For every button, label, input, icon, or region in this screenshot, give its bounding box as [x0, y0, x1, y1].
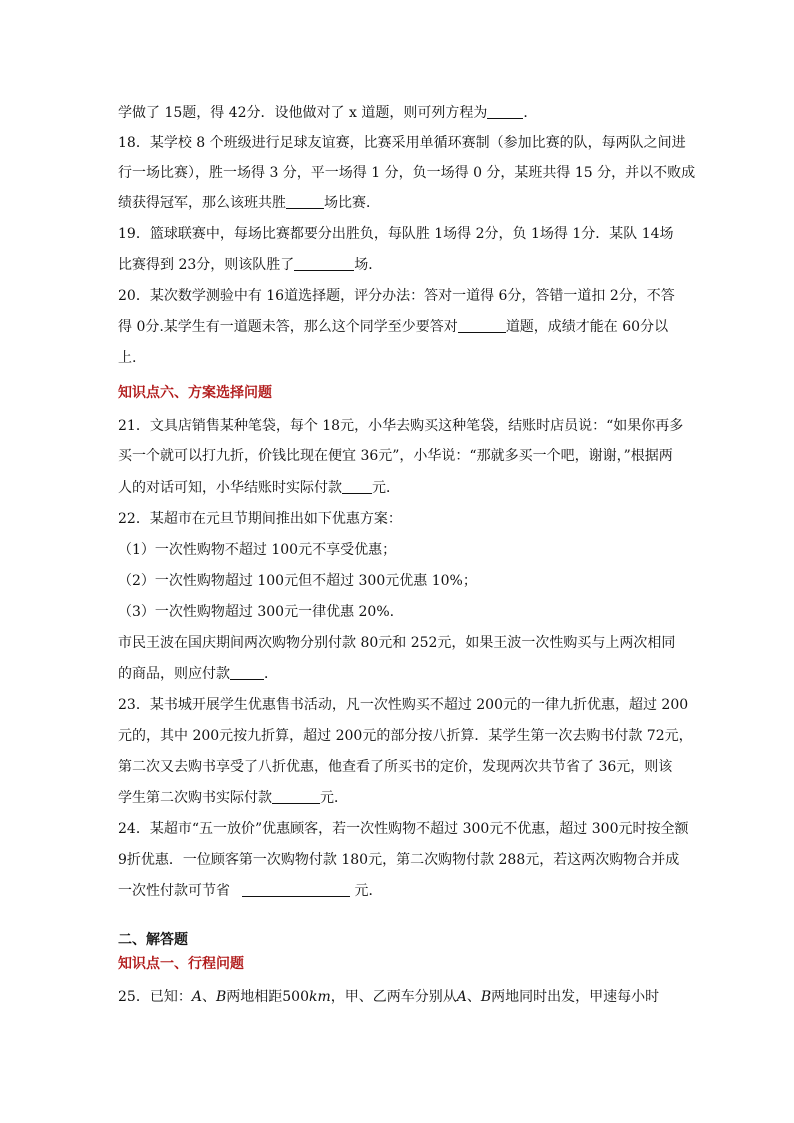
text: 比赛得到 23分，则该队胜了 [118, 257, 295, 273]
text: 学做了 15题，得 42分．设他做对了 x 道题，则可列方程为 [118, 105, 488, 121]
text: 学生第二次购书实际付款 [118, 790, 272, 806]
text: 、 [466, 989, 481, 1005]
text: 道题，成绩才能在 60分以 [505, 319, 669, 335]
text: A [456, 989, 467, 1005]
text-line-q24-3 [118, 881, 382, 901]
text: 、 [201, 989, 216, 1005]
text-line-q23-1: 23．某书城开展学生优惠售书活动，凡一次性购买不超过 200元的一律九折优惠，超过 200 [118, 697, 689, 713]
section-heading-solutions: 二、解答题 [118, 932, 188, 948]
text-line-q19-2 [118, 255, 382, 275]
answer-blank [487, 104, 523, 119]
answer-blank [294, 256, 354, 271]
text: 绩获得冠军，那么该班共胜 [118, 195, 286, 211]
text-line-q22-1: 22．某超市在元旦节期间推出如下优惠方案： [118, 511, 402, 527]
answer-blank [242, 882, 350, 897]
text-line-q24-1: 24．某超市“五一放价”优惠顾客，若一次性购物不超过 300元不优惠，超过 300元时按全额 [118, 821, 689, 837]
text-line-q22-opt1: （1）一次性购物不超过 100元不享受优惠； [118, 542, 397, 558]
text-line-q21-1: 21．文具店销售某种笔袋，每个 18元，小华去购买这种笔袋，结账时店员说：“如果你再多 [118, 418, 684, 434]
text: 25．已知： [118, 989, 192, 1005]
answer-blank [342, 479, 372, 494]
text: 一次性付款可节省 [118, 883, 230, 899]
text: 场． [354, 257, 383, 273]
text-line-q18-3 [118, 193, 380, 213]
text-line-q18-2: 行一场比赛），胜一场得 3 分，平一场得 1 分，负一场得 0 分，某班共得 15 分，并以不败成 [118, 165, 696, 181]
section-heading-knowledge-1: 知识点一、行程问题 [118, 956, 244, 972]
text-line-q24-2: 9折优惠．一位顾客第一次购物付款 180元，第二次购物付款 288元，若这两次购物合并成 [118, 852, 680, 868]
text: B [215, 989, 227, 1005]
text: B [480, 989, 492, 1005]
text: 得 0分.某学生有一道题未答，那么这个同学至少要答对 [118, 319, 458, 335]
text-line-q19-1: 19．篮球联赛中，每场比赛都要分出胜负，每队胜 1场得 2分，负 1场得 1分．某队 14场 [118, 226, 674, 242]
text-line-q22-opt3: （3）一次性购物超过 300元一律优惠 20%. [118, 604, 395, 620]
text-line-q22-2: 市民王波在国庆期间两次购物分别付款 80元和 252元，如果王波一次性购买与上两次相同 [118, 635, 676, 651]
text-line-q23-3: 第二次又去购书享受了八折优惠，他查看了所买书的定价，发现两次共节省了 36元，则该 [118, 759, 673, 775]
answer-blank [286, 194, 324, 209]
text-line-q21-2: 买一个就可以打九折，价钱比现在便宜 36元”，小华说：“那就多买一个吧，谢谢，”根据两 [118, 448, 673, 464]
answer-blank [272, 789, 320, 804]
text-line-q23-2: 元的，其中 200元按九折算，超过 200元的部分按八折算．某学生第一次去购书付款 72元， [118, 728, 693, 744]
text: 两地同时出发，甲速每小时 [491, 989, 660, 1005]
text-line-q20-2 [118, 317, 668, 337]
text: 两地相距 [226, 989, 283, 1005]
text: ． [523, 105, 538, 121]
text: 的商品，则应付款 [118, 666, 230, 682]
text: km [308, 989, 331, 1005]
text-line-q21-3 [118, 478, 400, 498]
text-line-q17-end [118, 103, 537, 123]
text-line-q22-opt2: （2）一次性购物超过 100元但不超过 300元优惠 10%； [118, 573, 477, 589]
answer-blank [458, 318, 506, 333]
text: 元． [320, 790, 348, 806]
text: 人的对话可知，小华结账时实际付款 [118, 480, 342, 496]
section-heading-knowledge-6: 知识点六、方案选择问题 [118, 385, 272, 401]
text-line-q22-3 [118, 664, 278, 684]
text-line-q25-1 [118, 987, 659, 1007]
text: 元． [372, 480, 400, 496]
text: ，甲、乙两车分别从 [330, 989, 457, 1005]
text-line-q20-3: 上. [118, 350, 137, 366]
text: 元． [350, 883, 383, 899]
text: 场比赛． [324, 195, 380, 211]
text-line-q23-4 [118, 788, 348, 808]
answer-blank [230, 665, 264, 680]
text-line-q20-1: 20．某次数学测验中有 16道选择题，评分办法：答对一道得 6分，答错一道扣 2分，不答 [118, 288, 675, 304]
text: 500 [282, 989, 309, 1005]
text: A [191, 989, 202, 1005]
text: ． [264, 666, 278, 682]
text-line-q18-1: 18．某学校 8 个班级进行足球友谊赛，比赛采用单循环赛制（参加比赛的队，每两队之间进 [118, 135, 686, 151]
